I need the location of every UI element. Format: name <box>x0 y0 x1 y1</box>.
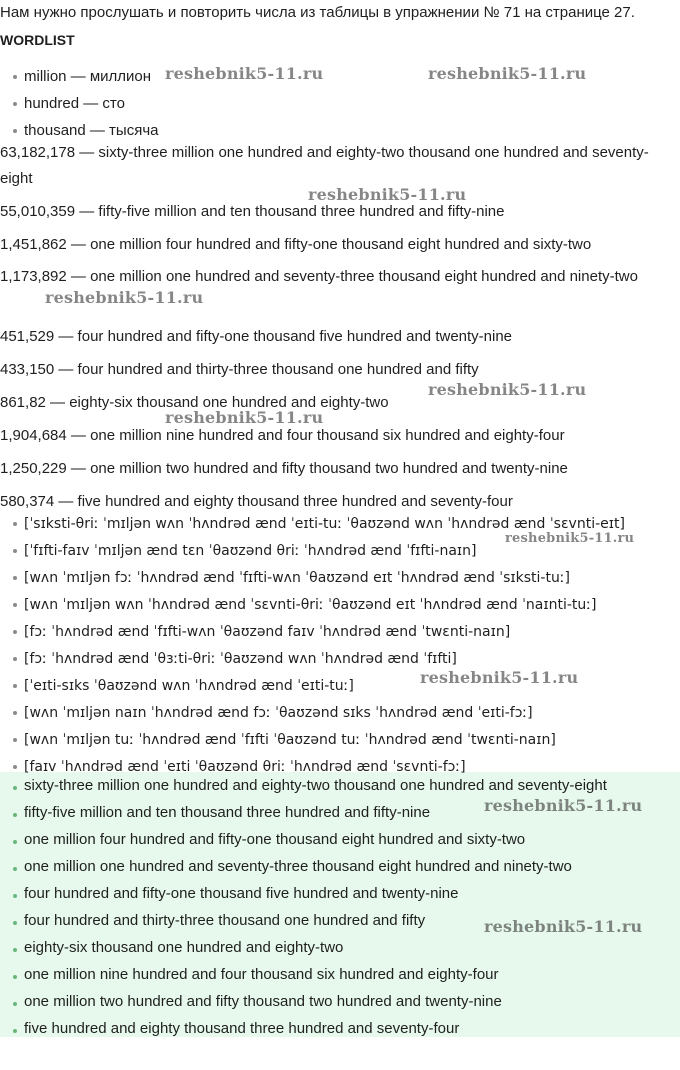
watermark: reshebnik5-11.ru <box>165 408 324 427</box>
watermark: reshebnik5-11.ru <box>308 185 467 204</box>
bullet <box>13 576 17 580</box>
watermark: reshebnik5-11.ru <box>165 64 324 83</box>
transcription-item: [wʌn ˈmɪljən wʌn ˈhʌndrəd ænd ˈsɛvnti-θriː ˈθaʊzənd eɪt ˈhʌndrəd ænd ˈnaɪnti-tuː] <box>24 597 597 613</box>
answer-item: eighty-six thousand one hundred and eighty-two <box>24 939 344 956</box>
transcription-item: [wʌn ˈmɪljən fɔː ˈhʌndrəd ænd ˈfɪfti-wʌn ˈθaʊzənd eɪt ˈhʌndrəd ænd ˈsɪksti-tuː] <box>24 570 571 586</box>
transcription-item: [ˈfɪfti-faɪv ˈmɪljən ænd tɛn ˈθaʊzənd θriː ˈhʌndrəd ænd ˈfɪfti-naɪn] <box>24 543 477 559</box>
bullet <box>13 948 17 952</box>
answer-item: one million one hundred and seventy-three thousand eight hundred and ninety-two <box>24 858 572 875</box>
transcription-item: [ˈeɪti-sɪks ˈθaʊzənd wʌn ˈhʌndrəd ænd ˈeɪti-tuː] <box>24 678 354 694</box>
bullet <box>13 1029 17 1033</box>
bullet <box>13 711 17 715</box>
answer-item: one million two hundred and fifty thousand two hundred and twenty-nine <box>24 993 502 1010</box>
transcription-item: [wʌn ˈmɪljən naɪn ˈhʌndrəd ænd fɔː ˈθaʊzənd sɪks ˈhʌndrəd ænd ˈeɪti-fɔː] <box>24 705 533 721</box>
bullet <box>13 657 17 661</box>
transcription-item: [fɔː ˈhʌndrəd ænd ˈfɪfti-wʌn ˈθaʊzənd faɪv ˈhʌndrəd ænd ˈtwɛnti-naɪn] <box>24 624 511 640</box>
answer-item: four hundred and thirty-three thousand one hundred and fifty <box>24 912 426 929</box>
watermark: reshebnik5-11.ru <box>428 380 587 399</box>
bullet <box>13 630 17 634</box>
bullet <box>13 765 17 769</box>
bullet <box>13 102 17 106</box>
number-line: 451,529 — four hundred and fifty-one thousand five hundred and twenty-nine <box>0 328 513 345</box>
answer-item: one million nine hundred and four thousand six hundred and eighty-four <box>24 966 499 983</box>
bullet <box>13 786 17 790</box>
number-line: 63,182,178 — sixty-three million one hundred and eighty-two thousand one hundred and seventy-eight <box>0 144 649 187</box>
watermark: reshebnik5-11.ru <box>505 531 635 546</box>
number-line: 580,374 — five hundred and eighty thousand three hundred and seventy-four <box>0 493 513 510</box>
bullet <box>13 867 17 871</box>
answer-item: one million four hundred and fifty-one thousand eight hundred and sixty-two <box>24 831 526 848</box>
number-line: 1,250,229 — one million two hundred and fifty thousand two hundred and twenty-nine <box>0 460 568 477</box>
answer-item: five hundred and eighty thousand three hundred and seventy-four <box>24 1020 460 1037</box>
transcription-item: [faɪv ˈhʌndrəd ænd ˈeɪti ˈθaʊzənd θriː ˈhʌndrəd ænd ˈsɛvnti-fɔː] <box>24 759 466 775</box>
number-line: 1,451,862 — one million four hundred and fifty-one thousand eight hundred and sixty-two <box>0 236 592 253</box>
intro-text: Нам нужно прослушать и повторить числа из таблицы в упражнении № 71 на странице 27. <box>0 4 635 21</box>
number-line: 1,173,892 — one million one hundred and seventy-three thousand eight hundred and ninety-two <box>0 268 638 285</box>
bullet <box>13 921 17 925</box>
watermark: reshebnik5-11.ru <box>484 796 643 815</box>
number-line: 55,010,359 — fifty-five million and ten thousand three hundred and fifty-nine <box>0 203 505 220</box>
bullet <box>13 549 17 553</box>
bullet <box>13 603 17 607</box>
number-line: 433,150 — four hundred and thirty-three thousand one hundred and fifty <box>0 361 479 378</box>
answer-item: sixty-three million one hundred and eighty-two thousand one hundred and seventy-eight <box>24 777 607 794</box>
bullet <box>13 75 17 79</box>
watermark: reshebnik5-11.ru <box>420 668 579 687</box>
bullet <box>13 840 17 844</box>
transcription-item: [wʌn ˈmɪljən tuː ˈhʌndrəd ænd ˈfɪfti ˈθaʊzənd tuː ˈhʌndrəd ænd ˈtwɛnti-naɪn] <box>24 732 556 748</box>
answer-item: fifty-five million and ten thousand three hundred and fifty-nine <box>24 804 431 821</box>
watermark: reshebnik5-11.ru <box>45 288 204 307</box>
bullet <box>13 129 17 133</box>
bullet <box>13 738 17 742</box>
number-line: 1,904,684 — one million nine hundred and four thousand six hundred and eighty-four <box>0 427 565 444</box>
bullet <box>13 522 17 526</box>
bullet <box>13 813 17 817</box>
answer-item: four hundred and fifty-one thousand five hundred and twenty-nine <box>24 885 459 902</box>
wordlist-item: thousand — тысяча <box>24 122 159 139</box>
number-line: 861,82 — eighty-six thousand one hundred and eighty-two <box>0 394 389 411</box>
transcription-item: [fɔː ˈhʌndrəd ænd ˈθɜːti-θriː ˈθaʊzənd wʌn ˈhʌndrəd ænd ˈfɪfti] <box>24 651 457 667</box>
bullet <box>13 1002 17 1006</box>
wordlist-item: hundred — сто <box>24 95 125 112</box>
bullet <box>13 684 17 688</box>
watermark: reshebnik5-11.ru <box>428 64 587 83</box>
wordlist-item: million — миллион <box>24 68 152 85</box>
watermark: reshebnik5-11.ru <box>484 917 643 936</box>
wordlist-heading: WORDLIST <box>0 32 75 48</box>
bullet <box>13 975 17 979</box>
bullet <box>13 894 17 898</box>
transcription-item: [ˈsɪksti-θriː ˈmɪljən wʌn ˈhʌndrəd ænd ˈeɪti-tuː ˈθaʊzənd wʌn ˈhʌndrəd ænd ˈsɛvnti-eɪt] <box>24 516 625 532</box>
